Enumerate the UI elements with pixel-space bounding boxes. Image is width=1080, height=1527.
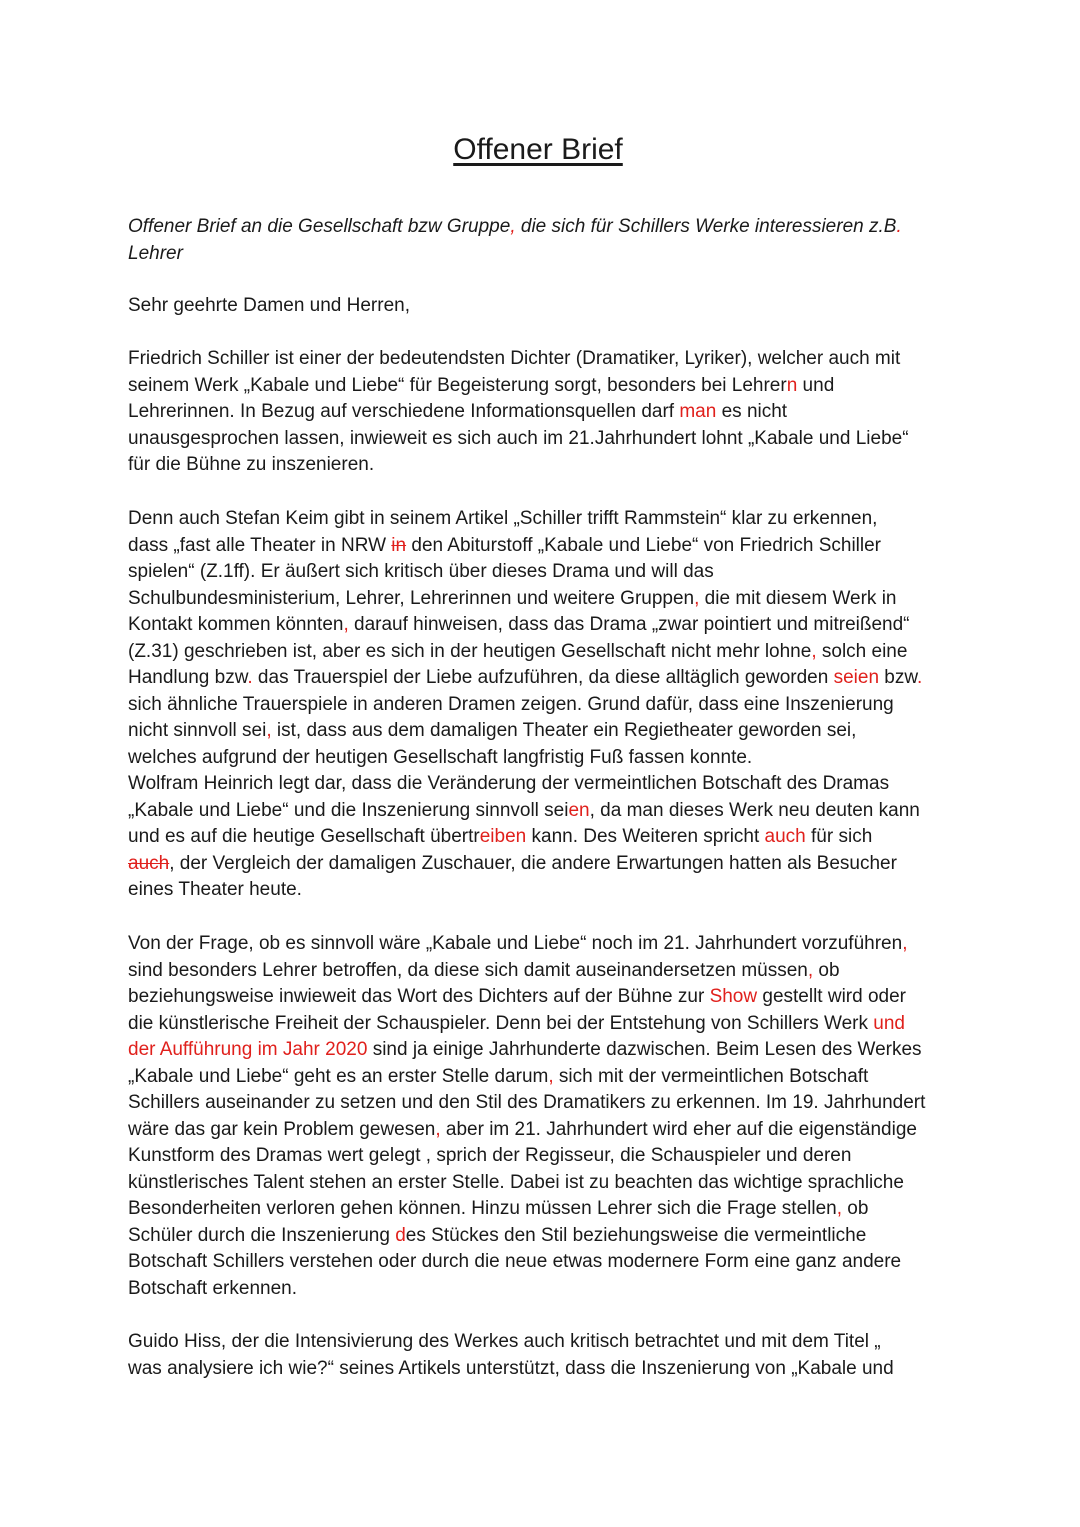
- subtitle-line-2: Lehrer: [128, 242, 183, 264]
- text: Schüler durch die Inszenierung: [128, 1224, 396, 1246]
- text-line: [128, 1064, 958, 1091]
- text: sind besonders Lehrer betroffen, da diese sich damit auseinandersetzen müssen: [128, 959, 808, 981]
- correction-mark: .: [247, 667, 253, 688]
- text-line: [128, 612, 958, 639]
- text: solch eine: [816, 640, 908, 662]
- subtitle-line-1: [128, 214, 948, 241]
- correction-mark: ,: [510, 216, 516, 237]
- text: darauf hinweisen, dass das Drama „zwar pointiert und mitreißend“: [348, 614, 910, 635]
- correction-mark: ,: [266, 720, 272, 741]
- struck-word: auch: [128, 852, 170, 874]
- text: Besonderheiten verloren gehen können. Hinzu müssen Lehrer sich die Frage stellen: [128, 1198, 837, 1219]
- text: sich mit der vermeintlichen Botschaft: [553, 1065, 869, 1087]
- text: „Kabale und Liebe“ geht es an erster Stelle darum: [128, 1065, 549, 1087]
- text: kann. Des Weiteren spricht: [526, 826, 765, 847]
- correction-mark: man: [679, 401, 717, 422]
- text: dass „fast alle Theater in NRW: [128, 534, 392, 556]
- text-line: [128, 851, 958, 878]
- correction-mark: .: [896, 216, 902, 237]
- text-line: für die Bühne zu inszenieren.: [128, 454, 375, 475]
- text-line: [128, 639, 958, 666]
- text-line: Guido Hiss, der die Intensivierung des Werkes auch kritisch betrachtet und mit dem Titel „: [128, 1331, 881, 1352]
- text: Kontakt kommen könnten: [128, 614, 344, 635]
- text: Schulbundesministerium, Lehrer, Lehrerinnen und weitere Gruppen: [128, 587, 695, 609]
- correction-mark: ,: [902, 933, 908, 954]
- correction-mark: Show: [709, 986, 758, 1007]
- paragraph-4: [128, 1329, 958, 1382]
- text-line: Wolfram Heinrich legt dar, dass die Veränderung der vermeintlichen Botschaft des Dramas: [128, 773, 890, 794]
- text: es Stückes den Stil beziehungsweise die vermeintliche: [405, 1224, 867, 1246]
- text: wäre das gar kein Problem gewesen: [128, 1118, 436, 1140]
- text: es nicht: [716, 401, 788, 422]
- page-title: Offener Brief: [453, 133, 623, 166]
- text-line: Botschaft Schillers verstehen oder durch die neue etwas modernere Form eine ganz andere: [128, 1251, 902, 1272]
- text: ob: [842, 1198, 869, 1219]
- text: , da man dieses Werk neu deuten kann: [589, 799, 920, 821]
- text-line: Denn auch Stefan Keim gibt in seinem Artikel „Schiller trifft Rammstein“ klar zu erkennen,: [128, 508, 878, 529]
- text: „Kabale und Liebe“ und die Inszenierung sinnvoll sei: [128, 799, 569, 821]
- salutation: Sehr geehrte Damen und Herren,: [128, 295, 410, 316]
- text-line: [128, 399, 958, 426]
- text-line: [128, 718, 958, 745]
- correction-mark: ,: [694, 587, 700, 609]
- correction-mark: .: [917, 667, 923, 688]
- text: ist, dass aus dem damaligen Theater ein Regietheater geworden sei,: [271, 720, 857, 741]
- correction-mark: ,: [807, 959, 814, 981]
- text-line: Botschaft erkennen.: [128, 1277, 297, 1299]
- correction-mark: ,: [811, 640, 817, 662]
- correction-mark: seien: [833, 667, 880, 688]
- text-line: unausgesprochen lassen, inwieweit es sich auch im 21.Jahrhundert lohnt „Kabale und Liebe“: [128, 427, 909, 449]
- text: Lehrerinnen. In Bezug auf verschiedene Informationsquellen darf: [128, 401, 680, 422]
- correction-mark: ,: [343, 614, 349, 635]
- paragraph-3: [128, 931, 958, 1302]
- correction-mark: der Aufführung im Jahr 2020: [128, 1039, 368, 1060]
- text: seinem Werk „Kabale und Liebe“ für Begeisterung sorgt, besonders bei Lehrer: [128, 374, 787, 396]
- text-line: [128, 984, 958, 1011]
- text: ob: [813, 959, 840, 981]
- text-line: [128, 373, 958, 400]
- letter-subtitle: [128, 214, 948, 267]
- text-line: [128, 1011, 958, 1038]
- text-line: künstlerisches Talent stehen an erster Stelle. Dabei ist zu beachten das wichtige sprachliche: [128, 1171, 904, 1193]
- correction-mark: auch: [764, 826, 806, 847]
- correction-mark: ,: [548, 1065, 554, 1087]
- text: die künstlerische Freiheit der Schauspieler. Denn bei der Entstehung von Schillers Werk: [128, 1012, 874, 1034]
- text: Handlung bzw: [128, 667, 248, 688]
- text: das Trauerspiel der Liebe aufzuführen, da diese alltäglich geworden: [252, 667, 834, 688]
- text-line: [128, 931, 958, 958]
- text: für sich: [805, 826, 873, 847]
- text: (Z.31) geschrieben ist, aber es sich in der heutigen Gesellschaft nicht mehr lohne: [128, 640, 812, 662]
- correction-mark: und: [873, 1012, 905, 1034]
- text-line: [128, 665, 958, 692]
- text: Von der Frage, ob es sinnvoll wäre „Kabale und Liebe“ noch im 21. Jahrhundert vorzuführen: [128, 933, 903, 954]
- correction-mark: d: [395, 1224, 406, 1246]
- text-line: Kunstform des Dramas wert gelegt , sprich der Regisseur, die Schauspieler und deren: [128, 1145, 852, 1166]
- struck-word: in: [391, 534, 407, 556]
- text-line: [128, 824, 958, 851]
- text: sind ja einige Jahrhunderte dazwischen. Beim Lesen des Werkes: [367, 1039, 922, 1060]
- text: und: [797, 374, 835, 396]
- text: Offener Brief an die Gesellschaft bzw Gruppe: [128, 216, 511, 237]
- text: gestellt wird oder: [757, 986, 906, 1007]
- text: , der Vergleich der damaligen Zuschauer, die andere Erwartungen hatten als Besucher: [169, 852, 897, 874]
- text-line: [128, 533, 958, 560]
- text: die sich für Schillers Werke interessieren z.B: [515, 216, 897, 237]
- text: die mit diesem Werk in: [699, 587, 897, 609]
- text-line: [128, 1223, 958, 1250]
- text-line: [128, 958, 958, 985]
- text-line: eines Theater heute.: [128, 879, 302, 900]
- text: bzw: [879, 667, 918, 688]
- correction-mark: ,: [836, 1198, 842, 1219]
- paragraph-2: [128, 506, 958, 904]
- correction-mark: en: [568, 799, 590, 821]
- text-line: spielen“ (Z.1ff). Er äußert sich kritisch über dieses Drama und will das: [128, 561, 714, 582]
- text-line: [128, 586, 958, 613]
- text: den Abiturstoff „Kabale und Liebe“ von Friedrich Schiller: [406, 534, 882, 556]
- text-line: Schillers auseinander zu setzen und den Stil des Dramatikers zu erkennen. Im 19. Jahrhundert: [128, 1092, 926, 1113]
- text: nicht sinnvoll sei: [128, 720, 267, 741]
- text-line: [128, 798, 958, 825]
- correction-mark: n: [786, 374, 798, 396]
- paragraph-1: [128, 346, 958, 479]
- correction-mark: eiben: [479, 826, 527, 847]
- text-line: [128, 1037, 958, 1064]
- text-line: [128, 1117, 958, 1144]
- text-line: [128, 1196, 958, 1223]
- text-line: was analysiere ich wie?“ seines Artikels unterstützt, dass die Inszenierung von „Kabale und: [128, 1357, 894, 1379]
- text: aber im 21. Jahrhundert wird eher auf die eigenständige: [440, 1118, 917, 1140]
- correction-mark: ,: [435, 1118, 441, 1140]
- text: und es auf die heutige Gesellschaft übertr: [128, 826, 480, 847]
- text-line: sich ähnliche Trauerspiele in anderen Dramen zeigen. Grund dafür, dass eine Inszenierung: [128, 693, 894, 715]
- text-line: welches aufgrund der heutigen Gesellschaft langfristig Fuß fassen konnte.: [128, 746, 753, 768]
- text: beziehungsweise inwieweit das Wort des Dichters auf der Bühne zur: [128, 986, 710, 1007]
- text-line: Friedrich Schiller ist einer der bedeutendsten Dichter (Dramatiker, Lyriker), welcher auch mit: [128, 348, 901, 369]
